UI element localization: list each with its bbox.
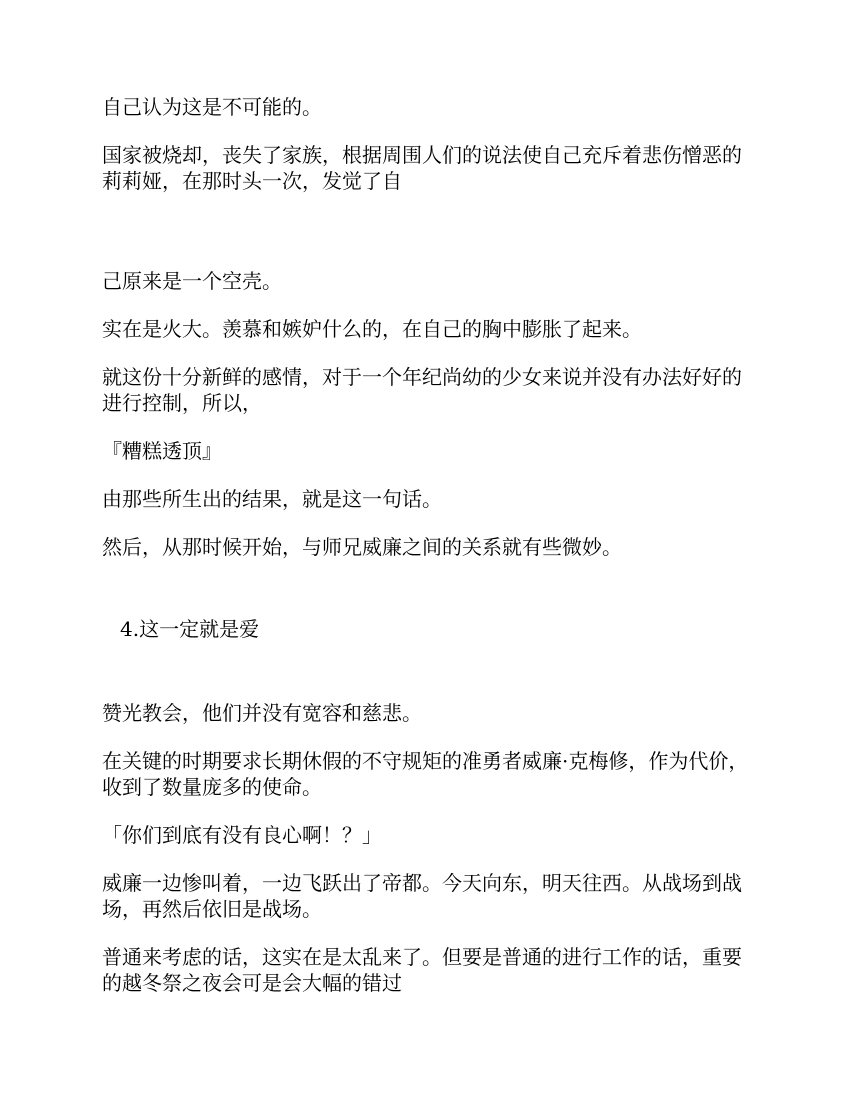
paragraph: 『糟糕透顶』 (102, 439, 222, 463)
paragraph: 赞光教会，他们并没有宽容和慈悲。 (102, 701, 422, 725)
paragraph: 然后，从那时候开始，与师兄威廉之间的关系就有些微妙。 (102, 535, 622, 559)
paragraph: 实在是火大。羡慕和嫉妒什么的，在自己的胸中膨胀了起来。 (102, 317, 642, 341)
document-page (102, 94, 750, 996)
chapter-heading: 4.这一定就是爱 (120, 617, 260, 641)
paragraph: 「你们到底有没有良心啊！？」 (102, 823, 382, 847)
paragraph: 自己认为这是不可能的。 (102, 95, 322, 119)
paragraph: 威廉一边惨叫着，一边飞跃出了帝都。今天向东，明天往西。从战场到战场，再然后依旧是战场。 (102, 871, 742, 921)
paragraph: 在关键的时期要求长期休假的不守规矩的准勇者威廉·克梅修，作为代价，收到了数量庞多的使命。 (102, 749, 749, 799)
paragraph: 由那些所生出的结果，就是这一句话。 (102, 487, 442, 511)
paragraph: 己原来是一个空壳。 (102, 269, 282, 293)
paragraph: 国家被烧却，丧失了家族，根据周围人们的说法使自己充斥着悲伤憎恶的莉莉娅，在那时头一次，发觉了自 (102, 143, 742, 193)
paragraph: 就这份十分新鲜的感情，对于一个年纪尚幼的少女来说并没有办法好好的进行控制，所以， (102, 365, 742, 415)
paragraph: 普通来考虑的话，这实在是太乱来了。但要是普通的进行工作的话，重要的越冬祭之夜会可是会大幅的错过 (102, 945, 742, 995)
